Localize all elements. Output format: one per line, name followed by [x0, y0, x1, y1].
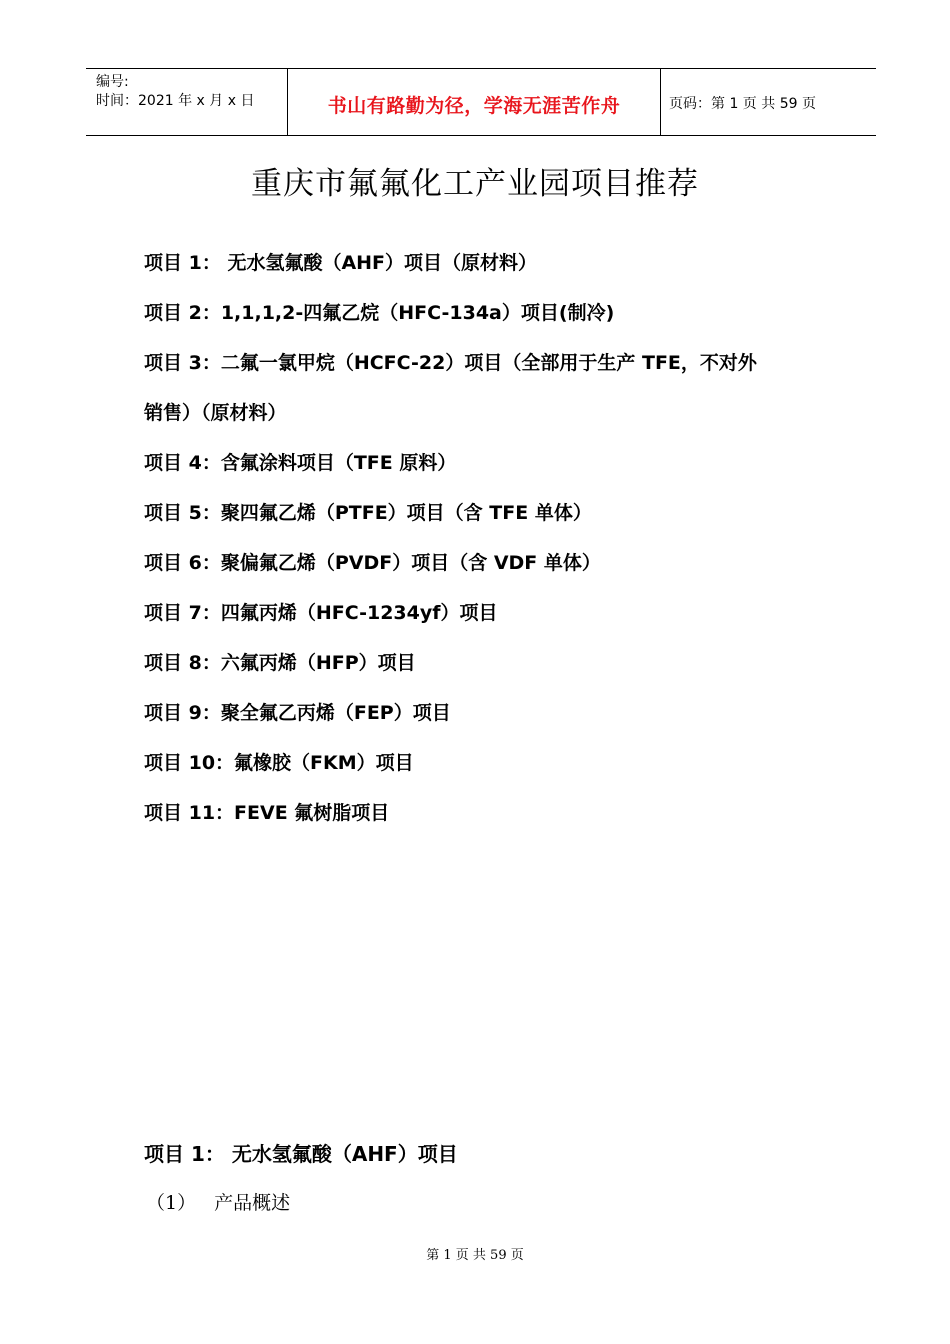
document-title: 重庆市氟氟化工产业园项目推荐 — [251, 166, 699, 202]
page-footer: 第 1 页 共 59 页 — [426, 1248, 524, 1263]
project-list-item: 项目 1： 无水氢氟酸（AHF）项目（原材料） — [144, 252, 538, 274]
project-list-item-continuation: 销售）（原材料） — [144, 402, 287, 424]
header-page-info: 页码：第 1 页 共 59 页 — [669, 96, 816, 112]
project-list-item: 项目 2：1,1,1,2-四氟乙烷（HFC-134a）项目(制冷) — [144, 302, 615, 324]
section-heading: 项目 1： 无水氢氟酸（AHF）项目 — [144, 1142, 458, 1166]
project-list-item: 项目 11：FEVE 氟树脂项目 — [144, 802, 390, 824]
project-list-item: 项目 3：二氟一氯甲烷（HCFC-22）项目（全部用于生产 TFE，不对外 — [144, 352, 757, 374]
page-header — [86, 68, 876, 136]
subsection-title: 产品概述 — [214, 1192, 291, 1214]
project-list-item: 项目 5：聚四氟乙烯（PTFE）项目（含 TFE 单体） — [144, 502, 592, 524]
subsection-number: （1） — [146, 1192, 197, 1214]
project-list-item: 项目 6：聚偏氟乙烯（PVDF）项目（含 VDF 单体） — [144, 552, 601, 574]
project-list-item: 项目 7：四氟丙烯（HFC-1234yf）项目 — [144, 602, 498, 624]
project-list-item: 项目 4：含氟涂料项目（TFE 原料） — [144, 452, 457, 474]
subsection-heading — [146, 1186, 290, 1220]
header-number-label: 编号: — [96, 74, 129, 90]
header-page-cell — [661, 69, 876, 135]
header-time-label: 时间：2021 年 x 月 x 日 — [96, 93, 255, 109]
header-motto: 书山有路勤为径，学海无涯苦作舟 — [327, 94, 621, 117]
project-list-item: 项目 8：六氟丙烯（HFP）项目 — [144, 652, 416, 674]
header-motto-cell — [288, 69, 661, 135]
project-list-item: 项目 9：聚全氟乙丙烯（FEP）项目 — [144, 702, 451, 724]
project-list-item: 项目 10：氟橡胶（FKM）项目 — [144, 752, 414, 774]
header-meta-cell — [86, 69, 288, 135]
project-list — [144, 238, 844, 838]
